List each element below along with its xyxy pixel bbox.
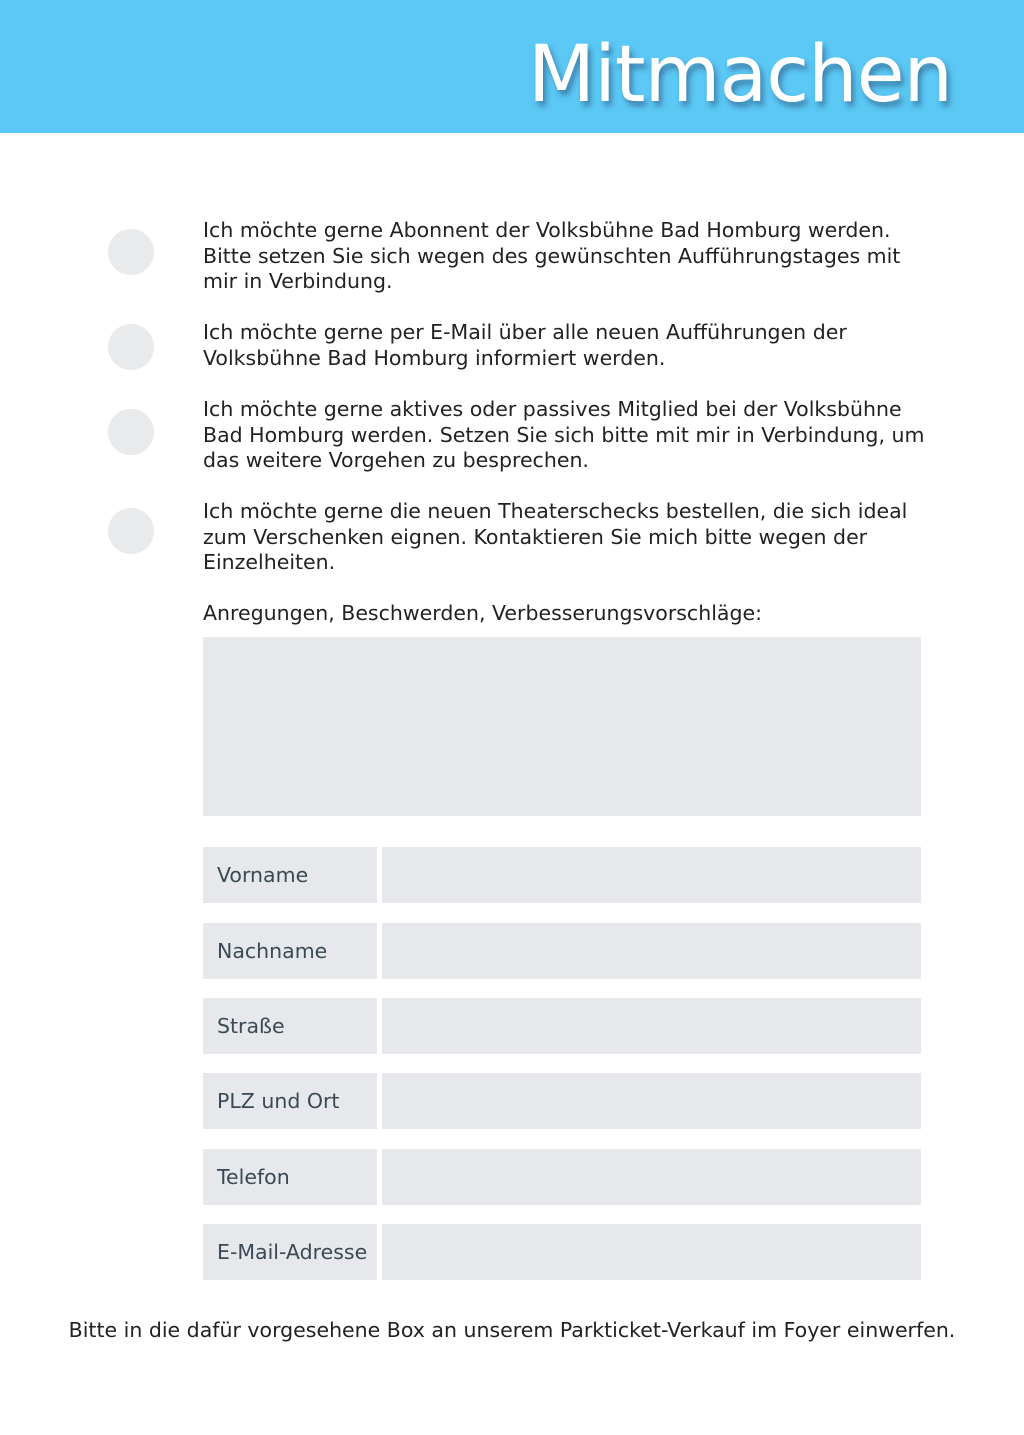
field-row-telefon bbox=[203, 1149, 921, 1205]
option-text: Ich möchte gerne per E-Mail über alle neuen Aufführungen der Volksbühne Bad Homburg informiert werden. bbox=[203, 320, 847, 370]
option-radio[interactable] bbox=[108, 409, 154, 455]
vorname-input[interactable] bbox=[382, 847, 921, 903]
field-label: Nachname bbox=[203, 923, 377, 979]
field-row-strasse bbox=[203, 998, 921, 1054]
footer-note: Bitte in die dafür vorgesehene Box an unserem Parkticket-Verkauf im Foyer einwerfen. bbox=[68, 1318, 956, 1342]
field-row-nachname bbox=[203, 923, 921, 979]
field-row-plz-ort bbox=[203, 1073, 921, 1129]
email-input[interactable] bbox=[382, 1224, 921, 1280]
nachname-input[interactable] bbox=[382, 923, 921, 979]
option-text: Ich möchte gerne die neuen Theaterschecks bestellen, die sich ideal zum Verschenken eignen. Kontaktieren Sie mich bitte wegen der Einzelheiten. bbox=[203, 499, 908, 574]
telefon-input[interactable] bbox=[382, 1149, 921, 1205]
plz-ort-input[interactable] bbox=[382, 1073, 921, 1129]
option-radio[interactable] bbox=[108, 324, 154, 370]
comments-textarea[interactable] bbox=[203, 637, 921, 816]
header-banner bbox=[0, 0, 1024, 133]
option-text: Ich möchte gerne aktives oder passives Mitglied bei der Volksbühne Bad Homburg werden. Setzen Sie sich bitte mit mir in Verbindung, um das weitere Vorgehen zu besprechen. bbox=[203, 397, 925, 472]
option-radio[interactable] bbox=[108, 508, 154, 554]
field-label: E-Mail-Adresse bbox=[203, 1224, 377, 1280]
strasse-input[interactable] bbox=[382, 998, 921, 1054]
field-label: Straße bbox=[203, 998, 377, 1054]
field-row-email bbox=[203, 1224, 921, 1280]
option-text: Ich möchte gerne Abonnent der Volksbühne Bad Homburg werden. Bitte setzen Sie sich wegen des gewünschten Aufführungstages mit mir in Verbindung. bbox=[203, 218, 901, 293]
option-radio[interactable] bbox=[108, 229, 154, 275]
field-label: PLZ und Ort bbox=[203, 1073, 377, 1129]
page-title: Mitmachen bbox=[527, 30, 952, 120]
field-label: Telefon bbox=[203, 1149, 377, 1205]
field-label: Vorname bbox=[203, 847, 377, 903]
comments-label: Anregungen, Beschwerden, Verbesserungsvorschläge: bbox=[203, 601, 762, 625]
field-row-vorname bbox=[203, 847, 921, 903]
